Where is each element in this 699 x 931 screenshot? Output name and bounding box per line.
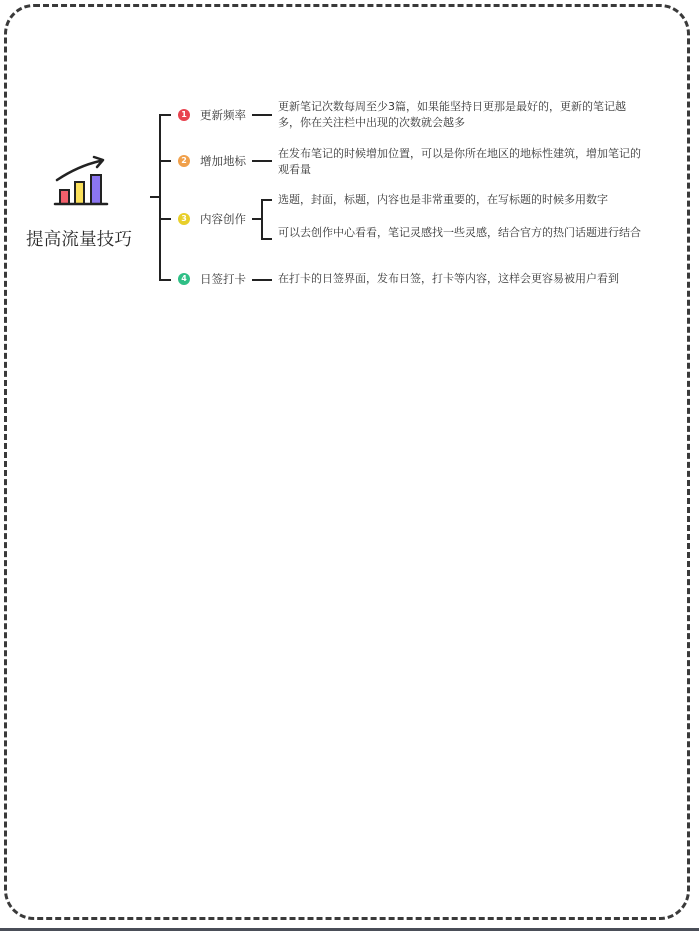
sub-bracket-vertical	[261, 199, 263, 240]
branch-label: 更新频率	[200, 108, 246, 122]
branch-2-connector	[252, 160, 272, 162]
branch-label: 内容创作	[200, 212, 246, 226]
branch-4-connector	[252, 279, 272, 281]
branch-label: 增加地标	[200, 154, 246, 168]
branch-label: 日签打卡	[200, 272, 246, 286]
sub-bracket-stub-1	[261, 199, 272, 201]
number-badge-2: 2	[178, 155, 190, 167]
branch-1-connector	[252, 114, 272, 116]
number-badge-4: 4	[178, 273, 190, 285]
branch-3-detail-1: 选题，封面，标题，内容也是非常重要的，在写标题的时候多用数字	[278, 193, 608, 206]
bar-chart-growth-icon	[52, 154, 112, 208]
dashed-frame	[4, 4, 690, 920]
branch-4-detail: 在打卡的日签界面，发布日签，打卡等内容，这样会更容易被用户看到	[278, 272, 619, 285]
branch-2-detail: 在发布笔记的时候增加位置，可以是你所在地区的地标性建筑，增加笔记的观看量	[278, 147, 641, 176]
branch-1-stub	[159, 114, 171, 116]
branch-3-detail-2: 可以去创作中心看看，笔记灵感找一些灵感，结合官方的热门话题进行结合	[278, 226, 641, 239]
number-badge-1: 1	[178, 109, 190, 121]
number-badge-3: 3	[178, 213, 190, 225]
root-title: 提高流量技巧	[26, 230, 133, 250]
branch-4-stub	[159, 279, 171, 281]
branch-3-stub	[159, 218, 171, 220]
sub-bracket-stub-2	[261, 238, 272, 240]
branch-2-stub	[159, 160, 171, 162]
branch-1-detail: 更新笔记次数每周至少3篇，如果能坚持日更那是最好的，更新的笔记越多，你在关注栏中出现的次数就会越多	[278, 100, 626, 129]
main-bracket-vertical	[159, 114, 161, 281]
